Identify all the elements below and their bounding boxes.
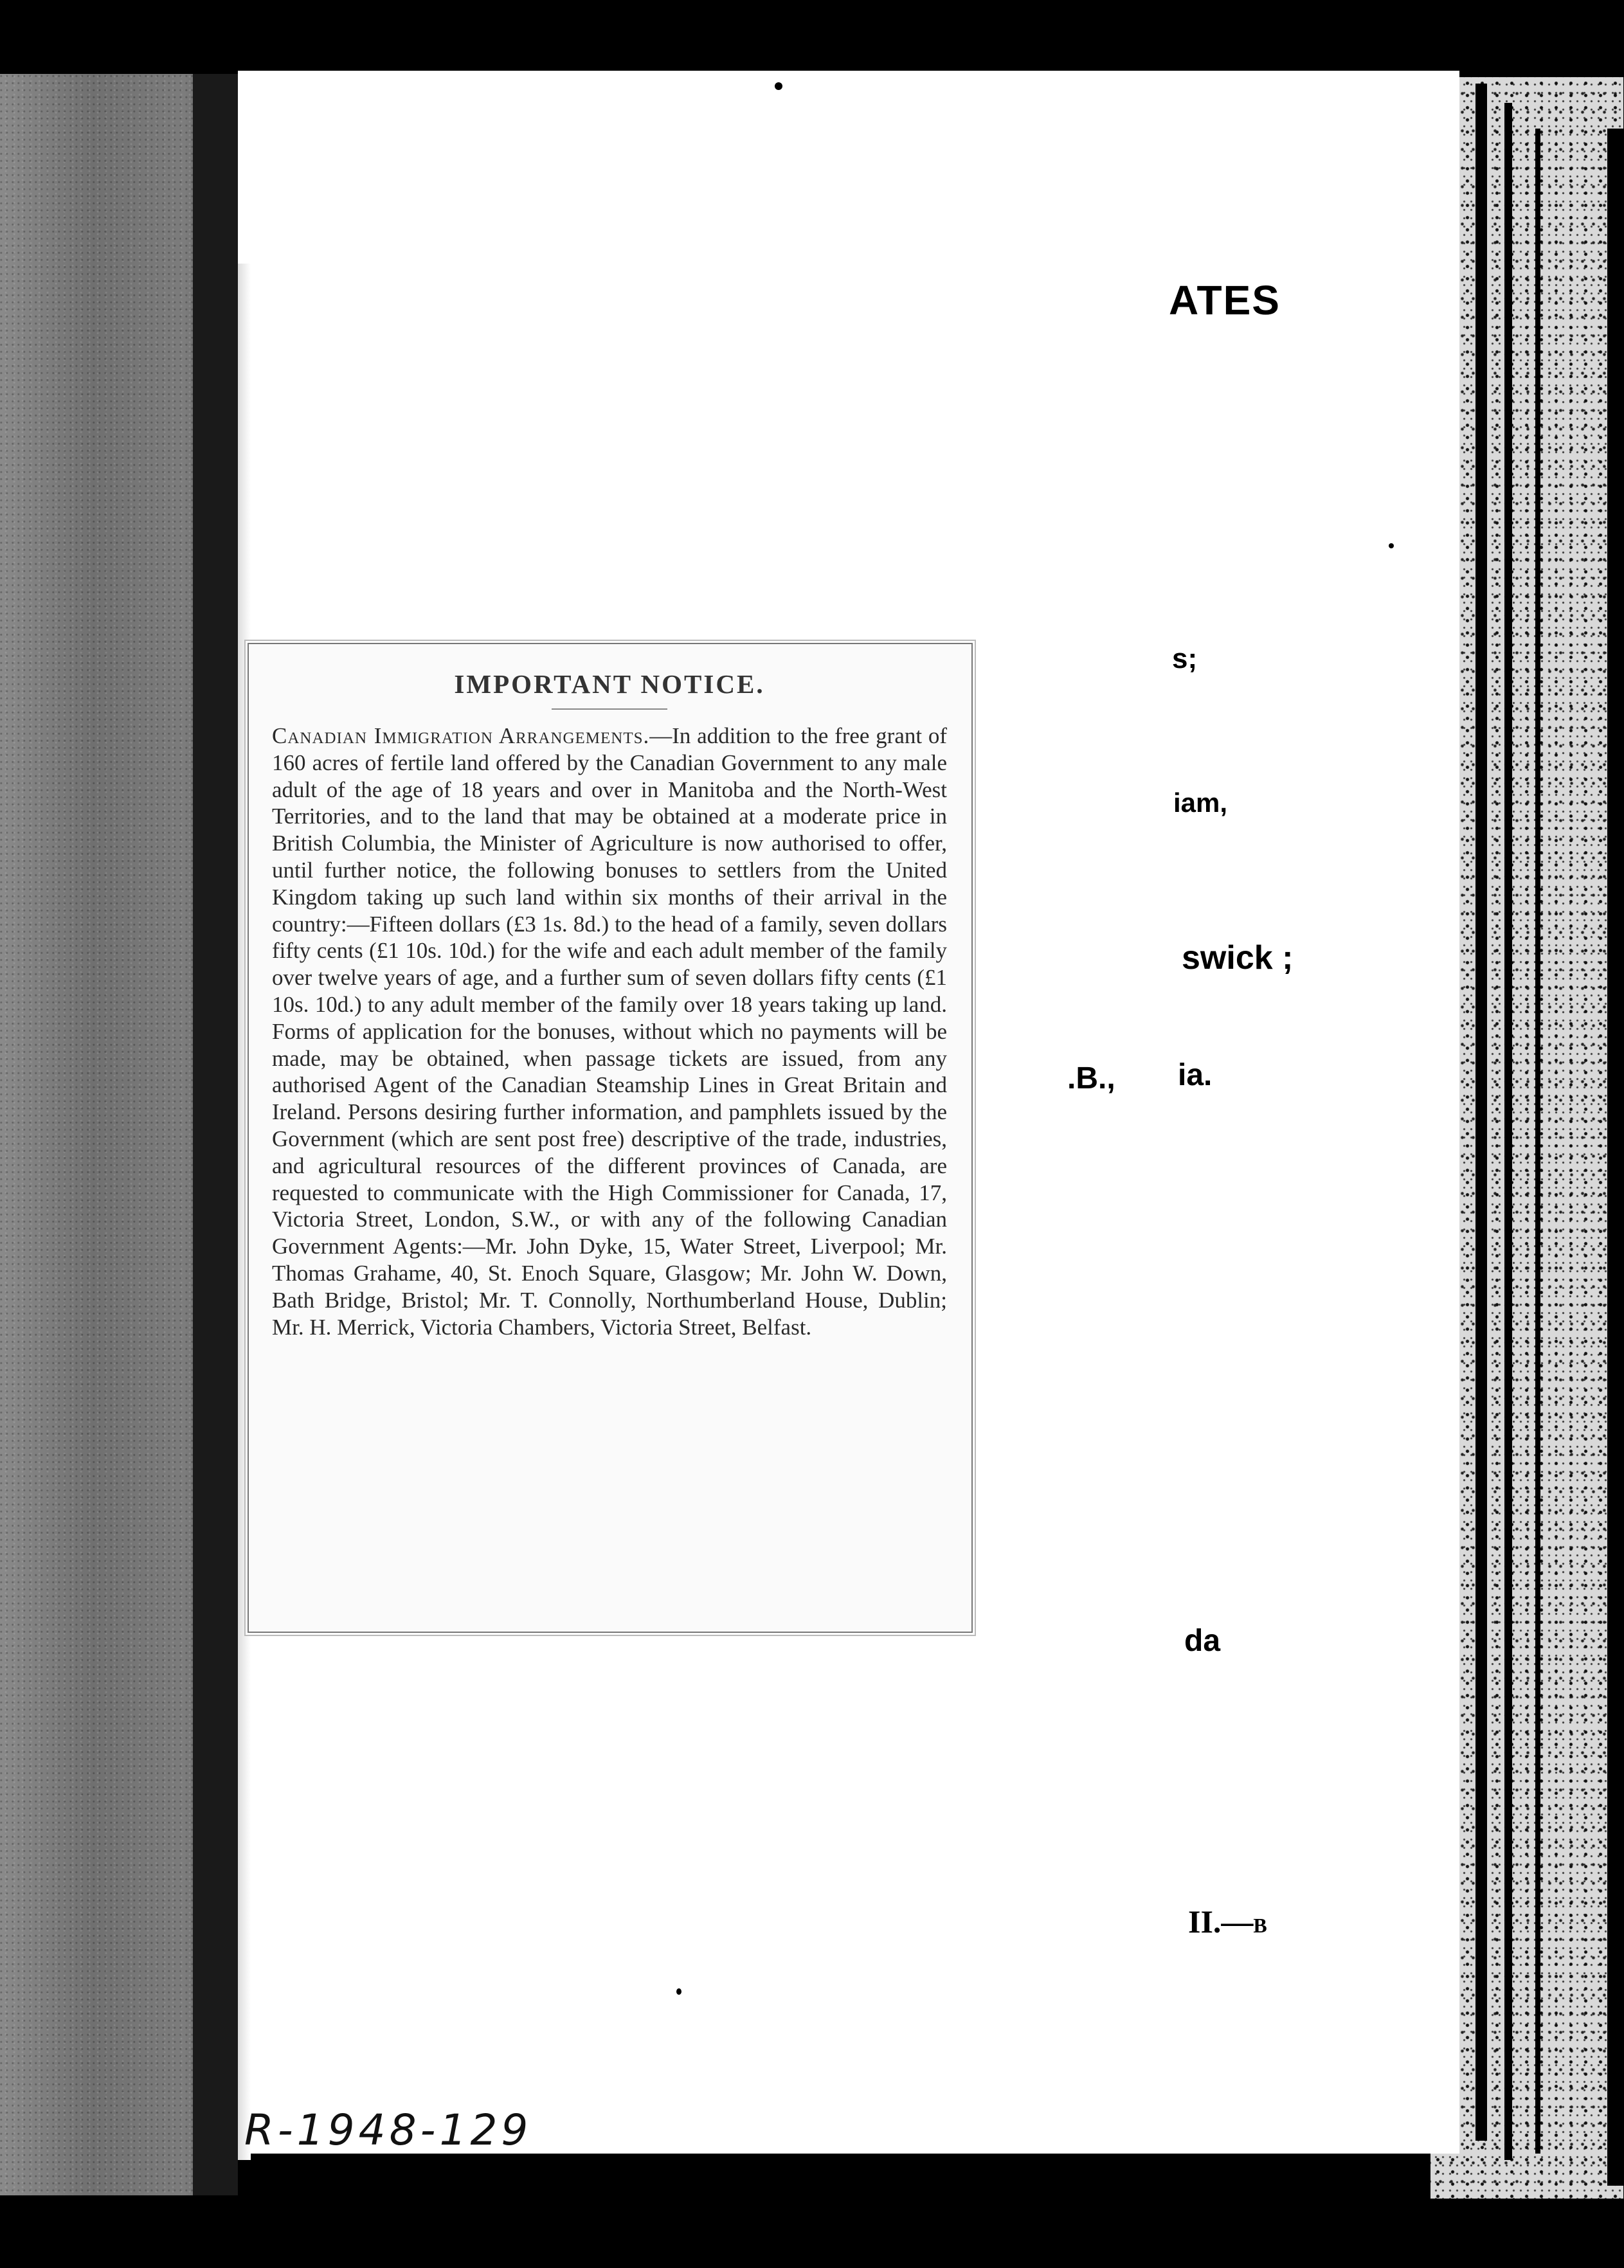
notice-text: —In addition to the free grant of 160 acres of fertile land offered by the Canadian Government to any male adult of the age of 18 years and over in Manitoba and the North-West Territories, and to the land that may be obtained at a moderate price in British Columbia, the Minister of Agriculture is now authorised to offer, until further notice, the following bonuses to settlers from the United Kingdom taking up such land within six months of their arrival in the country:—Fifteen dollars (£3 1s. 8d.) to the head of a family, seven dollars fifty cents (£1 10s. 10d.) for the wife and each adult member of the family over twelve years of age, and a further sum of seven dollars fifty cents (£1 10s. 10d.) to any adult member of the family over 18 years taking up land. Forms of application for the bonuses, without which no payments will be made, may be obtained, when passage tickets are issued, from any authorised Agent of the Canadian Steamship Lines in Great Britain and Ireland. Persons desiring further information, and pamphlets issued by the Government (which are sent post free) descriptive of the trade, industries, and agricultural resources of the different provinces of Canada, are requested to communicate with the High Commissioner for Canada, 17, Victoria Street, London, S.W., or with any of the following Canadian Government Agents:—Mr. John Dyke, 15, Water Street, Liverpool; Mr. Thomas Grahame, 40, St. Enoch Square, Glasgow; Mr. John W. Down, Bath Bridge, Bristol; Mr. T. Connolly, Northumberland House, Dublin; Mr. H. Merrick, Victoria Chambers, Victoria Street, Belfast.: [272, 723, 947, 1340]
notice-heading: Canadian Immigration Arrangements.: [272, 723, 650, 748]
page-stack-divider: [1475, 84, 1487, 2141]
right-column-fragment: ATES: [1169, 277, 1281, 323]
fragment-text: II.—: [1188, 1904, 1254, 1940]
title-rule: [552, 708, 667, 710]
notice-title: IMPORTANT NOTICE.: [454, 669, 765, 699]
right-column-fragment: swick ;: [1182, 939, 1294, 977]
ink-speck: [676, 1988, 681, 1995]
page-stack-divider: [1535, 129, 1540, 2154]
ink-speck: [1389, 543, 1394, 548]
ink-speck: [775, 82, 782, 90]
right-column-fragment: ia.: [1178, 1058, 1213, 1092]
notice-body: [272, 723, 947, 1340]
right-page-stack: [1430, 77, 1623, 2199]
right-column-fragment: .B.,: [1067, 1061, 1115, 1095]
right-column-fragment: iam,: [1173, 788, 1228, 818]
newspaper-clipping: [248, 643, 973, 1633]
fragment-text: B: [1253, 1914, 1267, 1937]
binding-shadow: [193, 74, 238, 2195]
page-stack-edge: [1607, 129, 1624, 2186]
right-column-fragment: da: [1184, 1624, 1221, 1658]
right-column-fragment: s;: [1172, 643, 1198, 674]
right-column-fragment: [1188, 1903, 1267, 1940]
page-stack-divider: [1504, 103, 1512, 2160]
catalogue-number: R-1948-129: [244, 2105, 532, 2155]
